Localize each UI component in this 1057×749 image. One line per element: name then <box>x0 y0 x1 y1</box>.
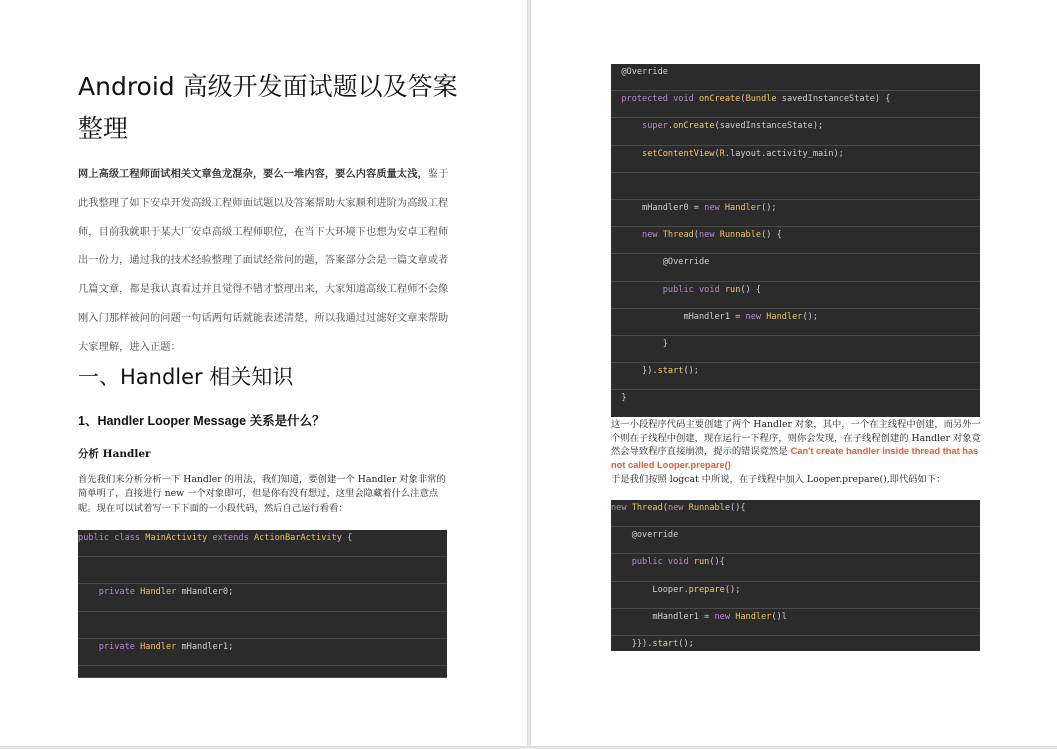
code-line: } <box>611 336 980 363</box>
code-line <box>78 612 447 639</box>
code-line: super.onCreate(savedInstanceState); <box>611 118 980 145</box>
code-line: } <box>621 393 627 404</box>
code-line: mHandler1 = new Handler(); <box>611 309 980 336</box>
code-block-main-activity <box>78 530 447 678</box>
code-line: }}).start(); <box>631 638 694 649</box>
code-line: mHandler0 = new Handler(); <box>611 200 980 227</box>
code-line: public void run() { <box>611 282 980 309</box>
code-line <box>78 666 447 678</box>
code-line: setContentView(R.layout.activity_main); <box>611 146 980 173</box>
code-line: @Override <box>611 254 980 281</box>
code-line: new Thread(new Runnable() { <box>611 227 980 254</box>
code-line: @Override <box>611 64 980 91</box>
section-heading: 一、Handler 相关知识 <box>78 365 294 389</box>
code-line <box>78 557 447 584</box>
intro-text: 鉴于此我整理了如下安卓开发高级工程师面试题以及答案帮助大家顺利进阶为高级工程师，目前我就职于某大厂安卓高级工程师职位，在当下大环境下也想为安卓工程师出一份力，通过我的技术经验整理了面试经常问的题，答案部分会是一篇文章或者几篇文章，都是我认真看过并且觉得不错才整理出来，大家知道高级工程师不会像刚入门那样被问的问题一句话两句话就能表述清楚，所以我通过过滤好文章来帮助大家理解，进入正题： <box>78 169 449 353</box>
code-line: new Thread(new Runnable(){ <box>611 500 980 527</box>
code-line: @override <box>611 527 980 554</box>
document-page-right <box>531 0 1057 746</box>
explanation-paragraph: 这一小段程序代码主要创建了两个 Handler 对象，其中，一个在主线程中创建，而另外一个则在子线程中创建，现在运行一下程序，则你会发现，在子线程创建的 Handler 对象竟然会导致程序直接崩溃，提示的错误竟然是 Can't create handler inside thread that has not called Looper.prepare() <box>611 419 981 470</box>
code-line <box>611 173 980 200</box>
code-line: protected void onCreate(Bundle savedInstanceState) { <box>611 91 980 118</box>
body-paragraph: 首先我们来分析分析一下 Handler 的用法，我们知道，要创建一个 Handler 对象非常的简单明了，直接进行 new 一个对象即可，但是你有没有想过，这里会隐藏着什么注意点呢。现在可以试着写一下下面的一小段代码，然后自己运行看看： <box>78 474 446 514</box>
intro-bold-text: 网上高级工程师面试相关文章鱼龙混杂，要么一堆内容，要么内容质量太浅， <box>78 169 428 180</box>
code-line: mHandler1 = new Handler()l <box>611 609 980 636</box>
document-title: Android 高级开发面试题以及答案整理 <box>78 72 458 143</box>
code-block-oncreate <box>611 64 980 417</box>
intro-paragraph <box>78 161 450 363</box>
code-line: private Handler mHandler1; <box>78 639 447 666</box>
code-line: private Handler mHandler0; <box>78 584 447 611</box>
followup-paragraph: 于是我们按照 logcat 中所说，在子线程中加入 Looper.prepare(),即代码如下： <box>611 474 946 485</box>
analysis-heading: 分析 Handler <box>78 448 151 460</box>
subsection-heading: 1、Handler Looper Message 关系是什么？ <box>78 414 325 428</box>
code-line: public class MainActivity extends ActionBarActivity { <box>78 530 447 557</box>
error-message: Can't create handler inside thread that has not called Looper.prepare() <box>611 446 979 470</box>
code-line: public void run(){ <box>611 554 980 581</box>
code-block-looper-prepare <box>611 500 980 651</box>
code-line: Looper.prepare(); <box>611 582 980 609</box>
document-page-left <box>0 0 527 746</box>
code-line: }).start(); <box>611 363 980 390</box>
